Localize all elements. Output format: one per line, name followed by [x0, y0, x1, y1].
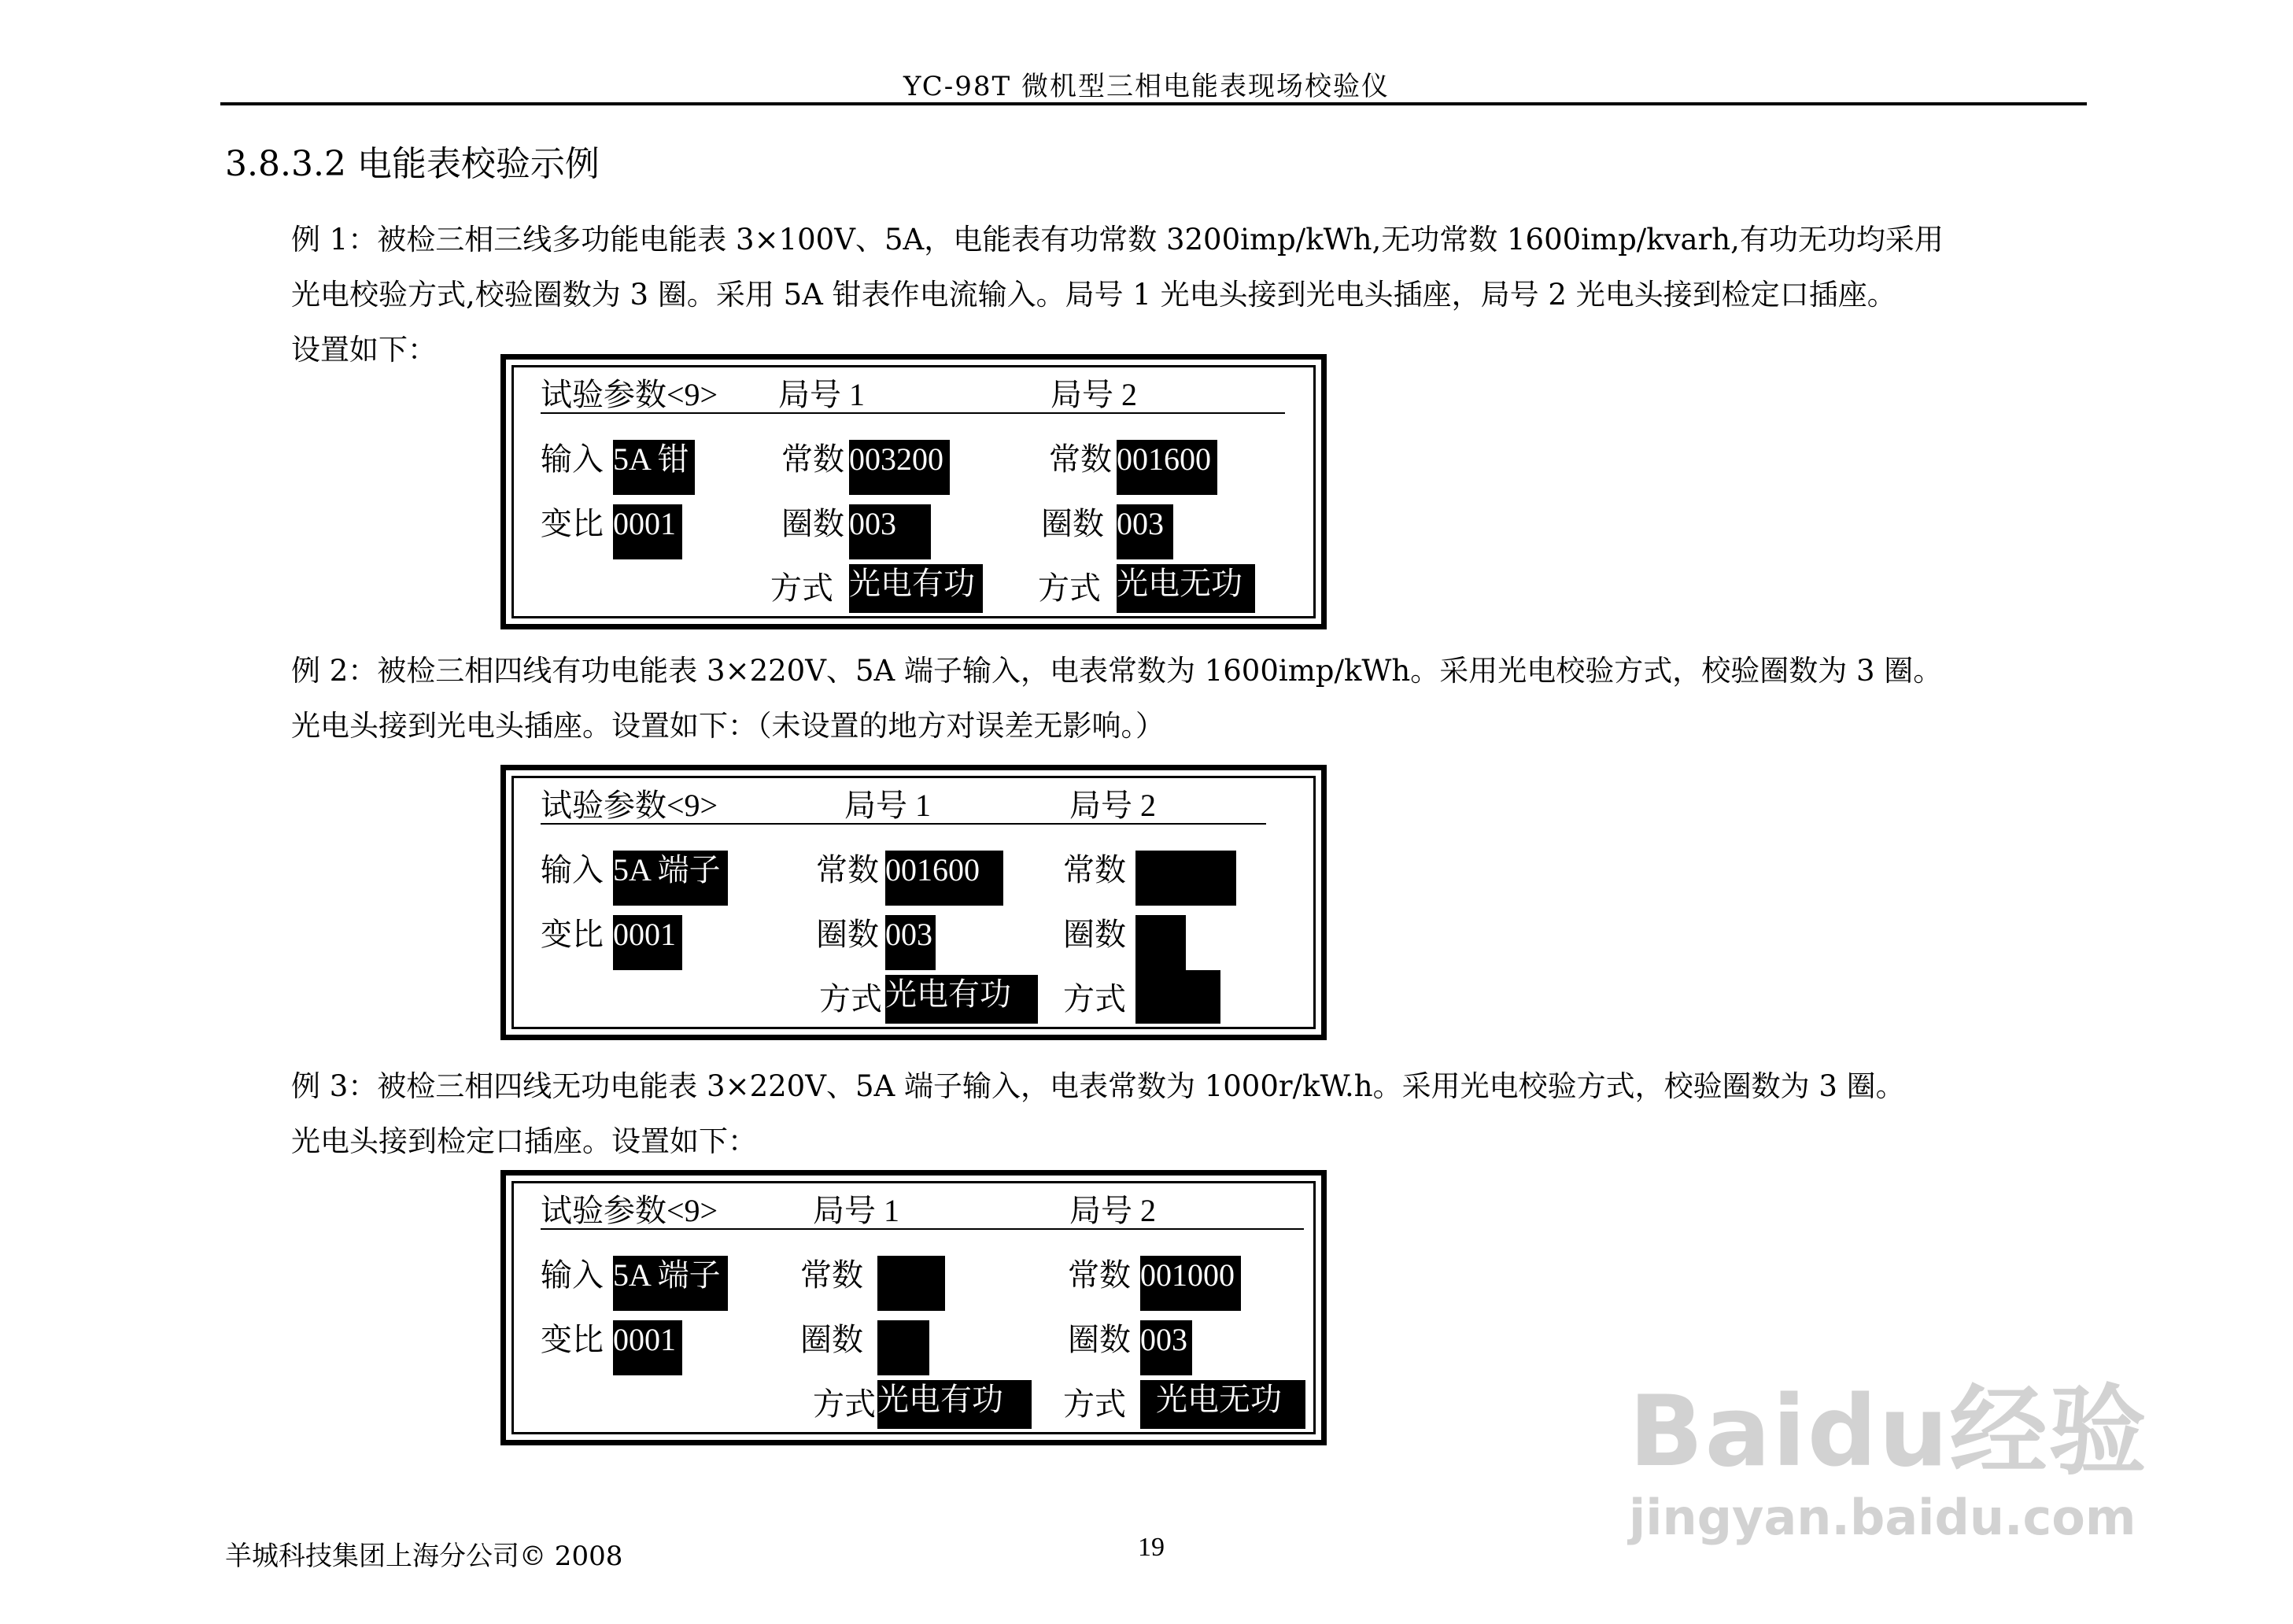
turns2-label: 圈数 [1063, 917, 1126, 952]
example-1-screen [500, 354, 1327, 629]
ratio-value: 0001 [613, 1320, 682, 1375]
example-1-text [291, 212, 1944, 378]
const1-value: 001600 [885, 851, 1003, 906]
meter1-label: 局号 1 [844, 788, 931, 823]
paragraph-line: 设置如下： [291, 333, 437, 367]
input-value: 5A 钳 [613, 440, 695, 495]
const1-value: 003200 [849, 440, 950, 495]
const2-label: 常数 [1068, 1257, 1131, 1293]
paragraph-line: 光电头接到光电头插座。设置如下：（未设置的地方对误差无影响。） [291, 709, 1165, 743]
mode1-label: 方式 [813, 1386, 876, 1422]
mode2-label: 方式 [1063, 1386, 1126, 1422]
screen-title: 试验参数<9> [541, 377, 718, 412]
meter1-label: 局号 1 [778, 377, 865, 412]
meter1-label: 局号 1 [813, 1193, 899, 1228]
mode1-value: 光电有功 [885, 975, 1038, 1024]
paragraph-line: 例 3：被检三相四线无功电能表 3×220V、5A 端子输入，电表常数为 1000r/kW.h。采用光电校验方式，校验圈数为 3 圈。 [291, 1069, 1905, 1103]
meter2-label: 局号 2 [1050, 377, 1137, 412]
const2-value: 001000 [1140, 1256, 1241, 1311]
screen-title: 试验参数<9> [541, 1193, 718, 1228]
mode2-value [1135, 970, 1220, 1024]
const2-value: 001600 [1117, 440, 1217, 495]
input-value: 5A 端子 [613, 851, 728, 906]
mode2-value: 光电无功 [1117, 564, 1255, 613]
turns2-label: 圈数 [1041, 506, 1104, 541]
turns2-value: 003 [1140, 1320, 1192, 1375]
watermark-brand: Baidu经验 [1629, 1375, 2148, 1489]
const2-label: 常数 [1049, 441, 1112, 477]
const1-value [877, 1256, 945, 1311]
watermark-url: jingyan.baidu.com [1629, 1489, 2136, 1546]
input-label: 输入 [541, 852, 604, 888]
turns1-value: 003 [849, 504, 931, 559]
baidu-watermark [1629, 1353, 2148, 1546]
ratio-label: 变比 [541, 917, 604, 952]
turns2-value: 003 [1117, 504, 1173, 559]
paragraph-line: 例 1：被检三相三线多功能电能表 3×100V、5A，电能表有功常数 3200imp/kWh,无功常数 1600imp/kvarh,有功无功均采用 [291, 223, 1944, 257]
paragraph-line: 例 2：被检三相四线有功电能表 3×220V、5A 端子输入，电表常数为 1600imp/kWh。采用光电校验方式，校验圈数为 3 圈。 [291, 654, 1943, 688]
title-underline [541, 412, 1285, 414]
turns2-label: 圈数 [1068, 1322, 1131, 1357]
ratio-label: 变比 [541, 506, 604, 541]
turns1-label: 圈数 [800, 1322, 863, 1357]
title-underline [541, 823, 1266, 825]
mode2-label: 方式 [1038, 570, 1101, 606]
turns2-value [1135, 915, 1186, 970]
example-3-text [291, 1059, 1905, 1169]
header-rule [220, 102, 2087, 105]
page-number: 19 [1138, 1533, 1165, 1562]
const1-label: 常数 [800, 1257, 863, 1293]
mode2-label: 方式 [1063, 981, 1126, 1017]
paragraph-line: 光电头接到检定口插座。设置如下： [291, 1124, 757, 1158]
example-2-screen [500, 765, 1327, 1040]
title-underline [541, 1228, 1304, 1230]
ratio-value: 0001 [613, 915, 682, 970]
turns1-value [877, 1320, 929, 1375]
ratio-label: 变比 [541, 1322, 604, 1357]
input-label: 输入 [541, 441, 604, 477]
input-label: 输入 [541, 1257, 604, 1293]
const1-label: 常数 [781, 441, 844, 477]
footer-company: 羊城科技集团上海分公司© 2008 [225, 1541, 623, 1572]
input-value: 5A 端子 [613, 1256, 728, 1311]
mode1-value: 光电有功 [877, 1380, 1032, 1429]
paragraph-line: 光电校验方式,校验圈数为 3 圈。采用 5A 钳表作电流输入。局号 1 光电头接到光电头插座，局号 2 光电头接到检定口插座。 [291, 278, 1896, 312]
mode1-label: 方式 [819, 981, 882, 1017]
mode2-value: 光电无功 [1140, 1380, 1305, 1429]
meter2-label: 局号 2 [1069, 788, 1156, 823]
mode1-value: 光电有功 [849, 564, 983, 613]
const2-label: 常数 [1063, 852, 1126, 888]
turns1-label: 圈数 [816, 917, 879, 952]
example-2-text [291, 644, 1942, 754]
mode1-label: 方式 [770, 570, 833, 606]
turns1-value: 003 [885, 915, 936, 970]
document-header-title: YC-98T 微机型三相电能表现场校验仪 [903, 71, 1390, 102]
example-3-screen [500, 1170, 1327, 1445]
screen-title: 试验参数<9> [541, 788, 718, 823]
section-title: 3.8.3.2 电能表校验示例 [225, 144, 600, 184]
turns1-label: 圈数 [781, 506, 844, 541]
meter2-label: 局号 2 [1069, 1193, 1156, 1228]
ratio-value: 0001 [613, 504, 682, 559]
const2-value [1135, 851, 1236, 906]
const1-label: 常数 [816, 852, 879, 888]
